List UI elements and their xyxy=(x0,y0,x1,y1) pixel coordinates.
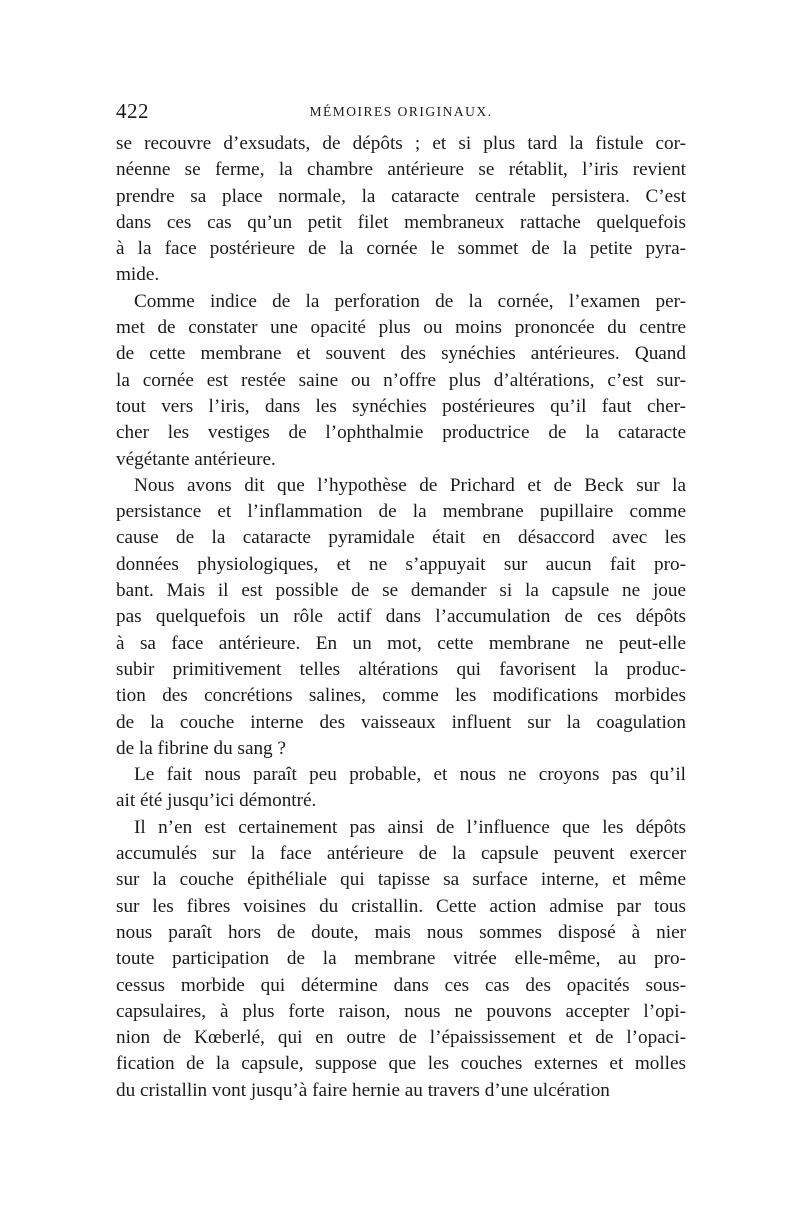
paragraph xyxy=(116,815,686,1104)
running-title: MÉMOIRES ORIGINAUX. xyxy=(309,104,493,119)
text-line: de cette membrane et souvent des synéchies antérieures. Quand xyxy=(116,343,686,365)
page-header xyxy=(112,98,690,126)
text-line: sur la couche épithéliale qui tapisse sa surface interne, et même xyxy=(116,869,686,891)
text-line: nous paraît hors de doute, mais nous sommes disposé à nier xyxy=(116,921,686,943)
text-line: fication de la capsule, suppose que les couches externes et molles xyxy=(116,1053,686,1075)
text-line: prendre sa place normale, la cataracte centrale persistera. C’est xyxy=(116,185,686,207)
text-line: données physiologiques, et ne s’appuyait sur aucun fait pro- xyxy=(116,553,686,575)
text-line: Comme indice de la perforation de la cornée, l’examen per- xyxy=(134,290,686,312)
text-line: à la face postérieure de la cornée le sommet de la petite pyra- xyxy=(116,238,686,260)
text-line: végétante antérieure. xyxy=(116,448,276,470)
text-line: cause de la cataracte pyramidale était en désaccord avec les xyxy=(116,527,686,549)
text-line: la cornée est restée saine ou n’offre plus d’altérations, c’est sur- xyxy=(116,369,686,391)
text-line: capsulaires, à plus forte raison, nous ne pouvons accepter l’opi- xyxy=(116,1000,686,1022)
text-line: tion des concrétions salines, comme les modifications morbides xyxy=(116,685,686,707)
text-line: Il n’en est certainement pas ainsi de l’influence que les dépôts xyxy=(134,816,686,838)
text-line: néenne se ferme, la chambre antérieure se rétablit, l’iris revient xyxy=(116,159,686,181)
text-line: Nous avons dit que l’hypothèse de Prichard et de Beck sur la xyxy=(134,474,686,496)
text-line: à sa face antérieure. En un mot, cette membrane ne peut-elle xyxy=(116,632,686,654)
text-line: bant. Mais il est possible de se demander si la capsule ne joue xyxy=(116,580,686,602)
text-line: met de constater une opacité plus ou moins prononcée du centre xyxy=(116,317,686,339)
text-line: tout vers l’iris, dans les synéchies postérieures qu’il faut cher- xyxy=(116,395,686,417)
text-line: pas quelquefois un rôle actif dans l’accumulation de ces dépôts xyxy=(116,606,686,628)
paragraph xyxy=(116,289,686,473)
paragraph xyxy=(116,131,686,289)
text-line: ait été jusqu’ici démontré. xyxy=(116,790,317,812)
text-line: persistance et l’inflammation de la membrane pupillaire comme xyxy=(116,501,686,523)
page-number: 422 xyxy=(116,99,149,123)
text-line: de la couche interne des vaisseaux influent sur la coagulation xyxy=(116,711,686,733)
paragraph xyxy=(116,473,686,762)
text-line: Le fait nous paraît peu probable, et nous ne croyons pas qu’il xyxy=(134,764,686,786)
text-line: mide. xyxy=(116,264,160,286)
body-text xyxy=(116,131,686,1104)
text-line: accumulés sur la face antérieure de la capsule peuvent exercer xyxy=(116,843,686,865)
text-line: nion de Kœberlé, qui en outre de l’épaississement et de l’opaci- xyxy=(116,1027,686,1049)
text-line: se recouvre d’exsudats, de dépôts ; et si plus tard la fistule cor- xyxy=(116,133,686,154)
text-line: subir primitivement telles altérations qui favorisent la produc- xyxy=(116,658,686,680)
text-line: cessus morbide qui détermine dans ces cas des opacités sous- xyxy=(116,974,686,996)
text-line: sur les fibres voisines du cristallin. Cette action admise par tous xyxy=(116,895,686,917)
paragraph xyxy=(116,762,686,815)
text-line: de la fibrine du sang ? xyxy=(116,737,286,759)
text-line: du cristallin vont jusqu’à faire hernie au travers d’une ulcération xyxy=(116,1079,610,1101)
text-line: dans ces cas qu’un petit filet membraneux rattache quelquefois xyxy=(116,211,686,233)
text-line: toute participation de la membrane vitrée elle-même, au pro- xyxy=(116,948,686,970)
text-line: cher les vestiges de l’ophthalmie productrice de la cataracte xyxy=(116,422,686,444)
